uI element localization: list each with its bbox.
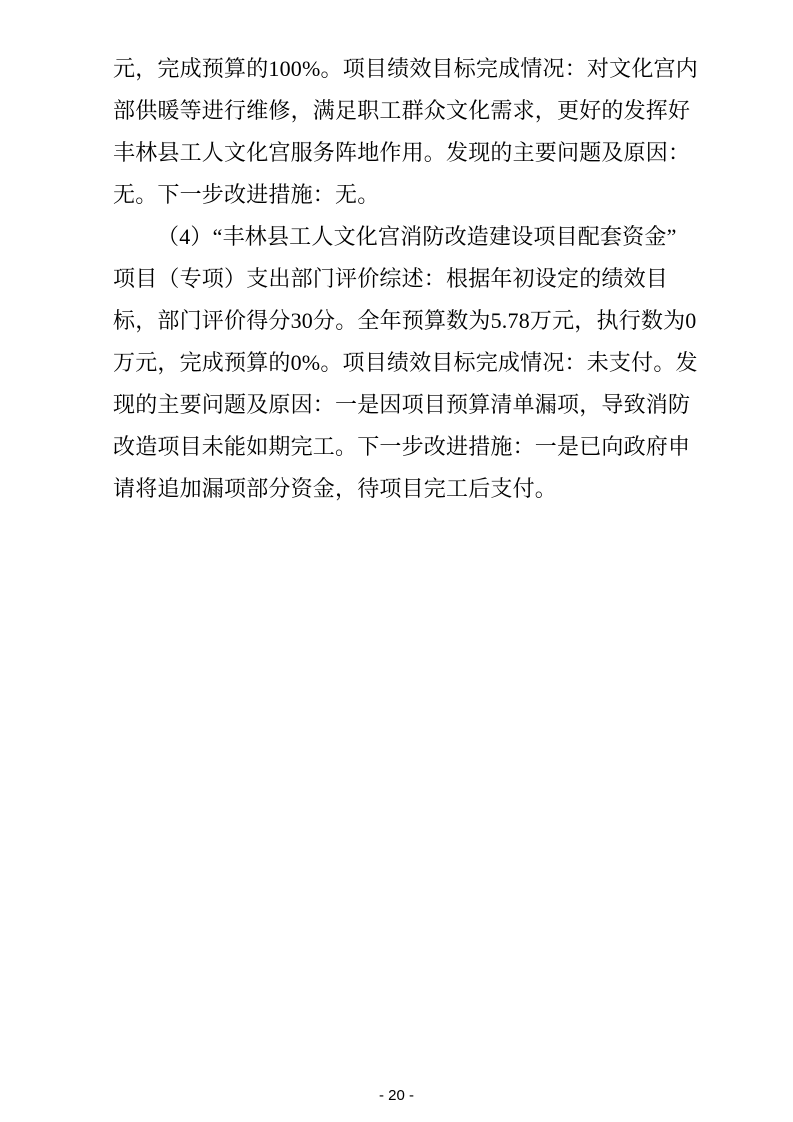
text-line: 万元，完成预算的0%。项目绩效目标完成情况：未支付。发 [113, 350, 698, 375]
text-line: 请将追加漏项部分资金，待项目完工后支付。 [113, 476, 558, 501]
text-line: 无。下一步改进措施：无。 [113, 182, 380, 207]
text-line: 元，完成预算的100%。项目绩效目标完成情况：对文化宫内 [113, 56, 698, 81]
text-line: 部供暖等进行维修，满足职工群众文化需求，更好的发挥好 [113, 98, 691, 123]
text-line: 项目（专项）支出部门评价综述：根据年初设定的绩效目 [113, 266, 669, 291]
document-body [113, 48, 698, 510]
paragraph [113, 216, 698, 510]
text-line: 标，部门评价得分30分。全年预算数为5.78万元，执行数为0 [113, 308, 697, 333]
text-line: 丰林县工人文化宫服务阵地作用。发现的主要问题及原因： [113, 140, 691, 165]
paragraph [113, 48, 698, 216]
text-line: 改造项目未能如期完工。下一步改进措施：一是已向政府申 [113, 434, 691, 459]
text-line: 现的主要问题及原因：一是因项目预算清单漏项，导致消防 [113, 392, 691, 417]
text-line: （4）“丰林县工人文化宫消防改造建设项目配套资金” [157, 224, 677, 249]
page-number: - 20 - [378, 1087, 414, 1104]
